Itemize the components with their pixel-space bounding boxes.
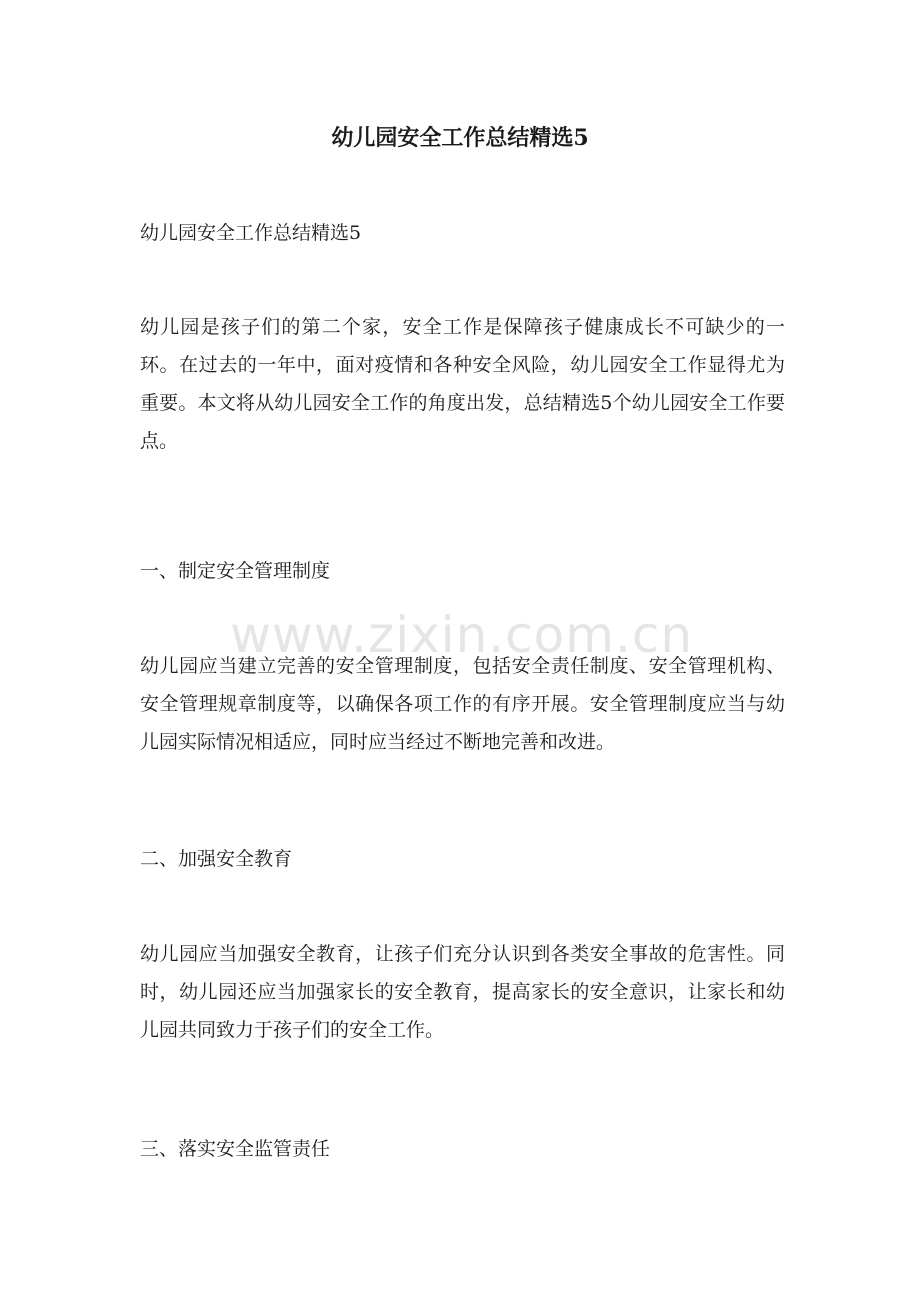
section-heading-2: 二、加强安全教育 <box>140 848 293 870</box>
document-title: 幼儿园安全工作总结精选5 <box>331 125 589 151</box>
site-watermark: www.zixin.com.cn <box>230 606 694 664</box>
document-subtitle: 幼儿园安全工作总结精选5 <box>140 222 362 244</box>
section-heading-3: 三、落实安全监管责任 <box>140 1138 331 1160</box>
intro-paragraph: 幼儿园是孩子们的第二个家，安全工作是保障孩子健康成长不可缺少的一环。在过去的一年中，面对疫情和各种安全风险，幼儿园安全工作显得尤为重要。本文将从幼儿园安全工作的角度出发，总结精选5个幼儿园安全工作要点。 <box>140 316 785 452</box>
section-body-1: 幼儿园应当建立完善的安全管理制度，包括安全责任制度、安全管理机构、安全管理规章制度等，以确保各项工作的有序开展。安全管理制度应当与幼儿园实际情况相适应，同时应当经过不断地完善和改进。 <box>140 655 785 753</box>
section-heading-1: 一、制定安全管理制度 <box>140 560 331 582</box>
section-body-2: 幼儿园应当加强安全教育，让孩子们充分认识到各类安全事故的危害性。同时，幼儿园还应当加强家长的安全教育，提高家长的安全意识，让家长和幼儿园共同致力于孩子们的安全工作。 <box>140 943 785 1041</box>
